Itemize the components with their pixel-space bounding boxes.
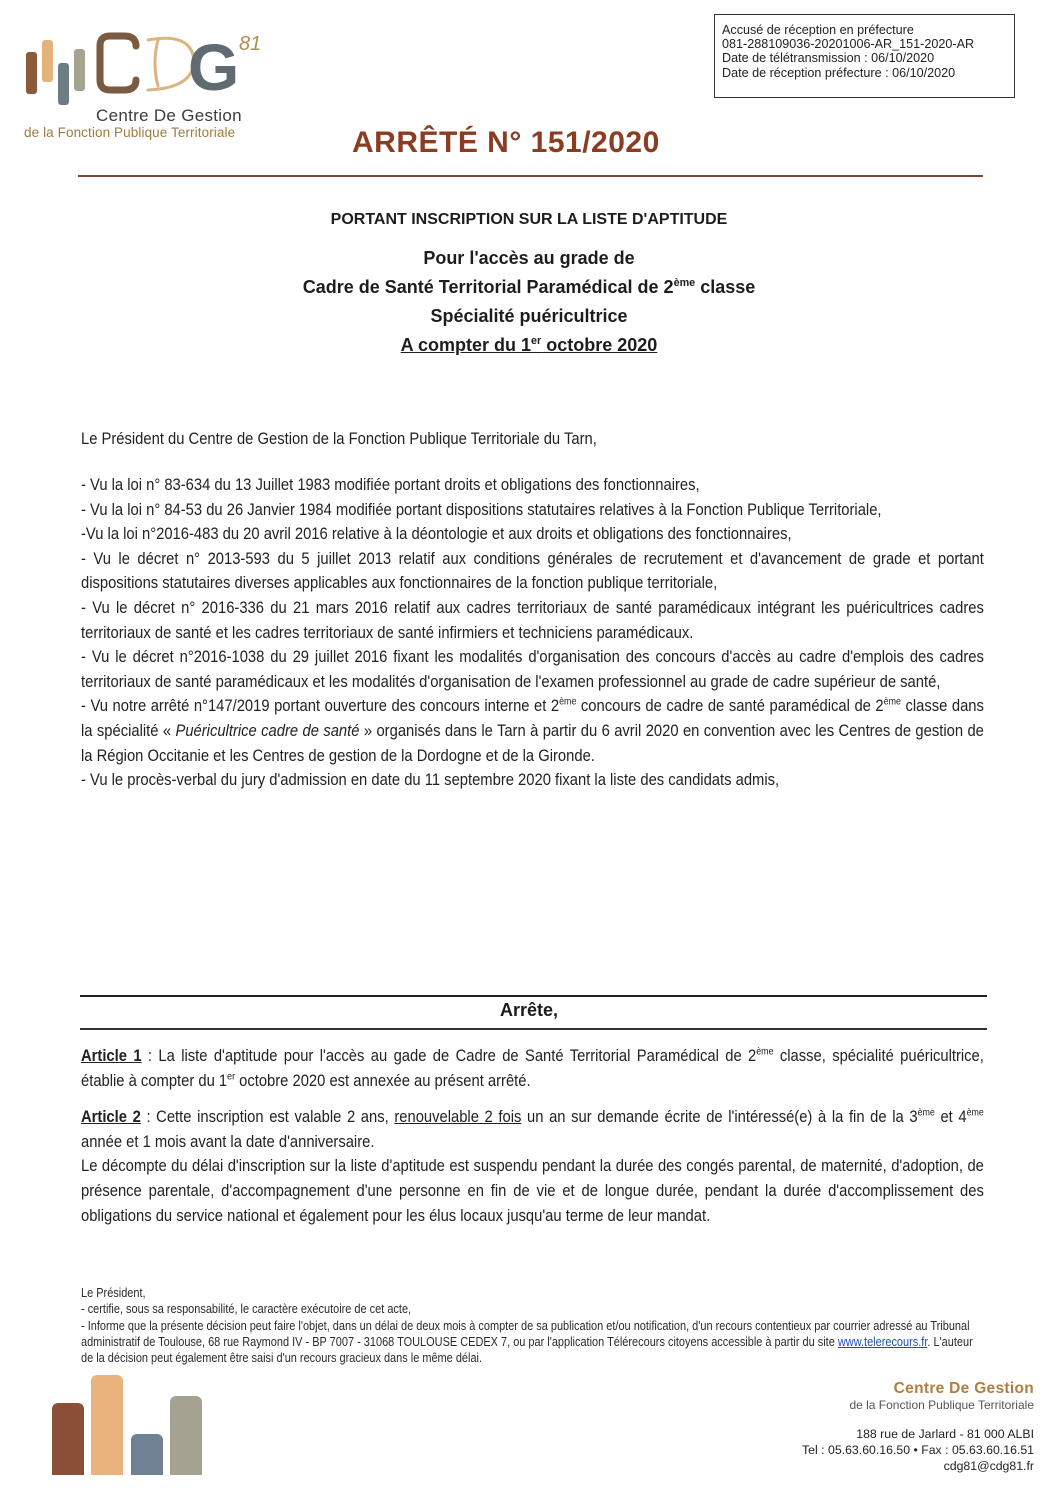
- footer-bar: [131, 1434, 163, 1475]
- subtitle-access: Pour l'accès au grade de: [423, 248, 635, 268]
- logo-letter-c: [100, 36, 136, 90]
- article-1: Article 1 : La liste d'aptitude pour l'accès au gade de Cadre de Santé Territorial Paramédical de 2ème classe, spécialité puéricultrice, établie à compter du 1er octobre 2020 est annexée au présent arrêté.: [81, 1046, 984, 1090]
- subtitle-purpose: PORTANT INSCRIPTION SUR LA LISTE D'APTITUDE: [330, 211, 728, 228]
- legal-reference-item: - Vu notre arrêté n°147/2019 portant ouverture des concours interne et 2ème concours de cadre de santé paramédical de 2ème classe dans la spécialité « Puéricultrice cadre de santé » organisés dans le Tarn à partir du 6 avril 2020 en convention avec les Centres de gestion de la Région Occitanie et les Centres de gestion de la Dordogne et de la Gironde.: [81, 696, 984, 765]
- footer-email[interactable]: cdg81@cdg81.fr: [943, 1459, 1034, 1473]
- legal-reference-item: - Vu le décret n°2016-1038 du 29 juillet 2016 fixant les modalités d'organisation des concours d'accès au cadre d'emplois des cadres territoriaux de santé paramédicaux et les modalités d'organisation de l'examen professionnel au grade de cadre supérieur de santé,: [81, 647, 984, 691]
- article-2-suspension: Le décompte du délai d'inscription sur la liste d'aptitude est suspendu pendant la durée des congés parental, de maternité, d'adoption, de présence parentale, d'accompagnement d'une personne en fin de vie et de longue durée, pendant la durée d'accomplissement des obligations du service national et également pour les élus locaux jusqu'au terme de leur mandat.: [81, 1156, 984, 1225]
- subtitle-effective-date: A compter du 1er octobre 2020: [400, 335, 658, 355]
- subtitle-specialty: Spécialité puéricultrice: [430, 306, 628, 326]
- logo-org-name: Centre De Gestion: [96, 106, 242, 125]
- reception-prefecture-date: Date de réception préfecture : 06/10/2020: [722, 65, 956, 80]
- logo-bar: [58, 63, 69, 105]
- footer-bar: [170, 1396, 202, 1475]
- document-title: ARRÊTÉ N° 151/2020: [352, 126, 660, 159]
- footer-org-name: Centre De Gestion: [893, 1380, 1034, 1397]
- title-divider: [78, 175, 983, 177]
- legal-notice: [81, 1285, 986, 1366]
- svg-text:G: G: [188, 30, 240, 98]
- legal-reference-item: -Vu la loi n°2016-483 du 20 avril 2016 relative à la déontologie et aux droits et obligations des fonctionnaires,: [81, 524, 792, 544]
- article-2: Article 2 : Cette inscription est valable 2 ans, renouvelable 2 fois un an sur demande écrite de l'intéressé(e) à la fin de la 3ème et 4ème année et 1 mois avant la date d'anniversaire.: [81, 1107, 984, 1151]
- legal-reference-item: - Vu le décret n° 2013-593 du 5 juillet 2013 relatif aux conditions générales de recrutement et d'avancement de grade et portant dispositions statutaires diverses applicables aux fonctionnaires de la fonction publique territoriale,: [81, 548, 984, 593]
- preamble: Le Président du Centre de Gestion de la Fonction Publique Territoriale du Tarn,: [81, 429, 597, 448]
- svg-text:81: 81: [239, 33, 262, 55]
- decision-divider-bottom: [80, 1028, 987, 1030]
- reception-reference: 081-288109036-20201006-AR_151-2020-AR: [722, 37, 975, 52]
- decision-divider-top: [80, 995, 987, 997]
- subtitle-grade: Cadre de Santé Territorial Paramédical de 2ème classe: [302, 277, 756, 297]
- reception-title: Accusé de réception en préfecture: [722, 23, 914, 37]
- logo-org-subtitle: de la Fonction Publique Territoriale: [24, 125, 236, 140]
- prefecture-reception-stamp: [714, 14, 1015, 98]
- legal-reference-item: - Vu le procès-verbal du jury d'admission en date du 11 septembre 2020 fixant la liste des candidats admis,: [81, 770, 780, 790]
- decision-heading: Arrête,: [499, 1000, 559, 1020]
- legal-reference-item: - Vu le décret n° 2016-336 du 21 mars 2016 relatif aux cadres territoriaux de santé paramédicaux intégrant les puéricultrices cadres territoriaux de santé et les cadres territoriaux de santé infirmiers et techniciens paramédicaux.: [81, 597, 984, 642]
- articles: [81, 1044, 984, 1228]
- footer-bar: [91, 1375, 123, 1475]
- footer-org-subtitle: de la Fonction Publique Territoriale: [849, 1398, 1034, 1412]
- logo-bar: [26, 52, 37, 94]
- telerecours-link[interactable]: www.telerecours.fr: [837, 1334, 928, 1349]
- reception-transmission-date: Date de télétransmission : 06/10/2020: [722, 51, 935, 66]
- footer-bar: [52, 1403, 84, 1475]
- cdg81-logo: [96, 28, 276, 98]
- legal-references: [81, 473, 984, 793]
- legal-signatory: Le Président,: [81, 1286, 146, 1300]
- logo-bar: [74, 49, 85, 91]
- footer-address: 188 rue de Jarlard - 81 000 ALBI: [856, 1427, 1034, 1441]
- logo-bars-icon: [26, 38, 96, 108]
- footer-phone-fax: Tel : 05.63.60.16.50 • Fax : 05.63.60.16.51: [802, 1443, 1034, 1457]
- legal-certification: - certifie, sous sa responsabilité, le caractère exécutoire de cet acte,: [81, 1302, 412, 1317]
- legal-reference-item: - Vu la loi n° 83-634 du 13 Juillet 1983 modifiée portant droits et obligations des fonctionnaires,: [81, 475, 700, 494]
- legal-appeal-info: - Informe que la présente décision peut faire l'objet, dans un délai de deux mois à compter de sa publication et/ou notification, d'un recours contentieux par courrier adressé au Tribunal administratif de Toulouse, 68 rue Raymond IV - BP 7007 - 31068 TOULOUSE CEDEX 7, ou par l'application Télérecours citoyens accessible à partir du site www.telerecours.fr. L'auteur de la décision peut également être saisi d'un recours gracieux dans le même délai.: [81, 1318, 973, 1366]
- logo-bar: [42, 40, 53, 82]
- legal-reference-item: - Vu la loi n° 84-53 du 26 Janvier 1984 modifiée portant dispositions statutaires relatives à la Fonction Publique Territoriale,: [81, 499, 882, 519]
